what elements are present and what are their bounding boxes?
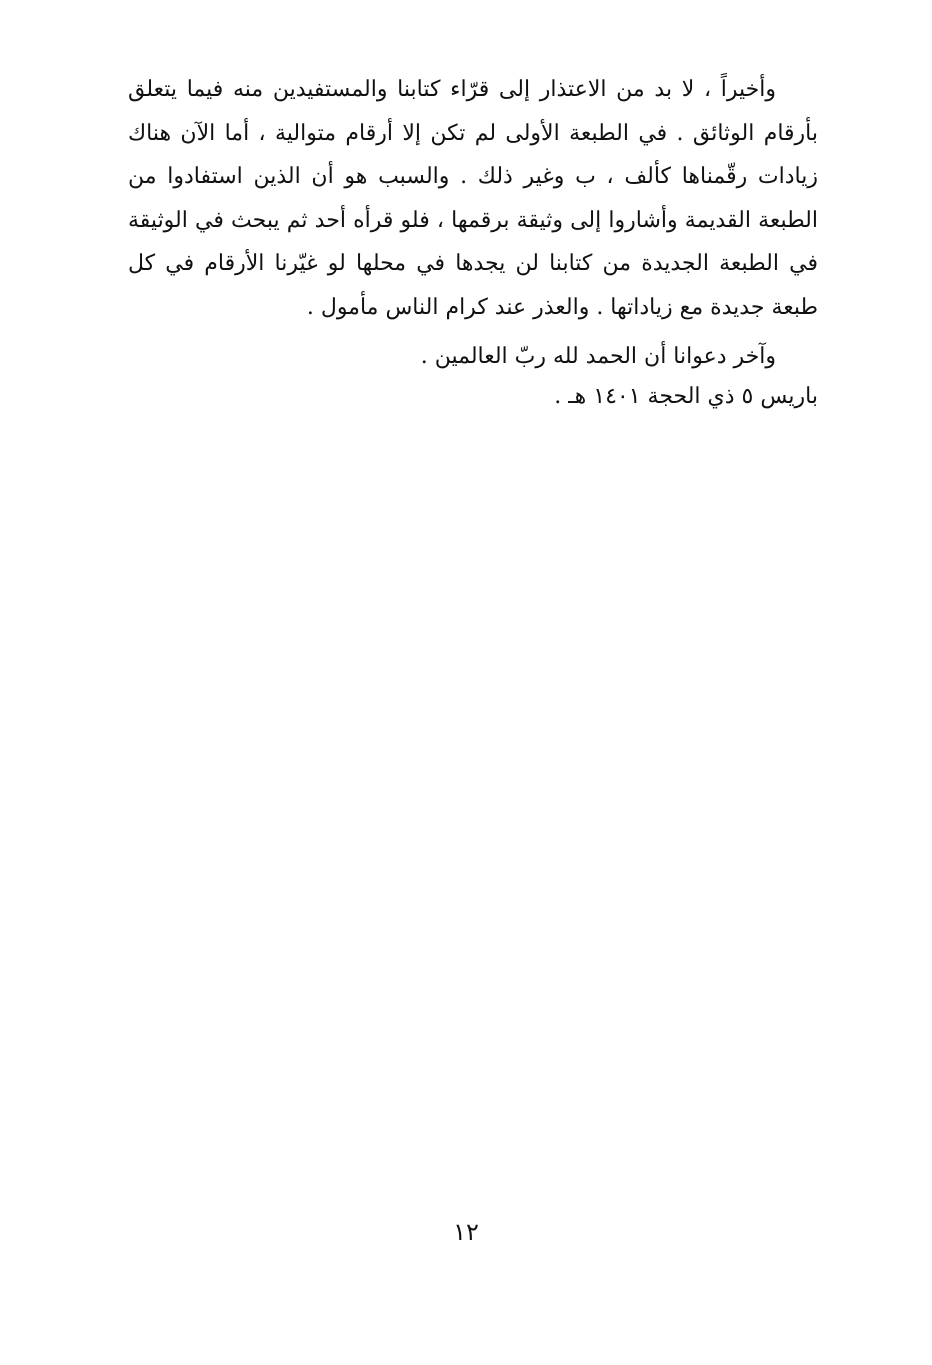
paragraph-closing-prayer: وآخر دعوانا أن الحمد لله ربّ العالمين . [420, 344, 776, 369]
place-date-line: باريس ٥ ذي الحجة ١٤٠١ هـ . [554, 383, 818, 409]
body-text [128, 68, 818, 418]
paragraph-apology: وأخيراً ، لا بد من الاعتذار إلى قرّاء كتابنا والمستفيدين منه فيما يتعلق بأرقام الوثائق . في الطبعة الأولى لم تكن إلا أرقام متوالية ، أما الآن هناك زيادات رقّمناها كألف ، ب وغير ذلك . والسبب هو أن الذين استفادوا من الطبعة القديمة وأشاروا إلى وثيقة برقمها ، فلو قرأه أحد ثم يبحث في الوثيقة في الطبعة الجديدة من كتابنا لن يجدها في محلها لو غيّرنا الأرقام في كل طبعة جديدة مع زياداتها . والعذر عند كرام الناس مأمول . [128, 77, 818, 320]
page-number: ١٢ [453, 1218, 479, 1246]
